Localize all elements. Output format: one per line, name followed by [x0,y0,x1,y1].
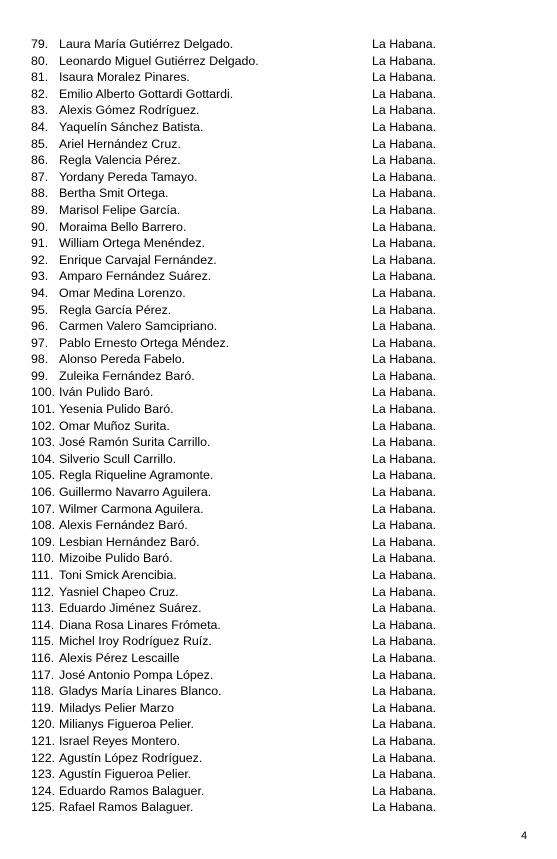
list-item [0,484,557,501]
list-item [0,202,557,219]
item-number: 84. [31,119,49,134]
location: La Habana. [372,37,437,51]
person-name: Omar Medina Lorenzo. [59,285,186,300]
location: La Habana. [372,136,437,151]
item-number: 119. [31,700,55,715]
person-name: Agustín Figueroa Pelier. [59,767,192,782]
location: La Habana. [372,368,437,383]
location: La Habana. [372,767,437,782]
person-name: Yaquelín Sánchez Batista. [59,119,204,134]
list-item [0,252,557,269]
person-name: Alexis Fernández Baró. [59,518,188,533]
list-item [0,235,557,252]
person-name: Marisol Felipe García. [59,202,181,217]
item-number: 81. [31,70,49,85]
item-number: 109. [31,534,56,549]
person-name: Silverio Scull Carrillo. [59,451,177,466]
item-number: 101. [31,402,56,417]
list-item [0,219,557,236]
list-item [0,318,557,335]
person-name: Omar Muñoz Surita. [59,418,170,433]
list-item [0,567,557,584]
location: La Habana. [372,219,437,234]
item-number: 118. [31,684,55,699]
person-name: Enrique Carvajal Fernández. [59,252,217,267]
location: La Habana. [372,285,437,300]
person-name: Michel Iroy Rodríguez Ruíz. [59,634,212,649]
person-name: Amparo Fernández Suárez. [59,269,212,284]
list-item [0,169,557,186]
item-number: 117. [31,667,55,682]
item-number: 120. [31,717,56,732]
list-item [0,185,557,202]
list-item [0,36,557,53]
list-item [0,119,557,136]
person-name: Ariel Hernández Cruz. [59,136,181,151]
list-item [0,534,557,551]
location: La Habana. [372,667,437,682]
location: La Habana. [372,335,437,350]
list-item [0,69,557,86]
person-name: Pablo Ernesto Ortega Méndez. [59,335,230,350]
person-name: Diana Rosa Linares Frómeta. [59,617,221,632]
item-number: 114. [31,617,55,632]
item-number: 122. [31,750,56,765]
person-name: Iván Pulido Baró. [59,385,154,400]
location: La Habana. [372,551,437,566]
person-name: Moraima Bello Barrero. [59,219,187,234]
person-name: José Ramón Surita Carrillo. [59,435,211,450]
list-item [0,136,557,153]
list-item [0,434,557,451]
list-item [0,418,557,435]
person-name: Isaura Moralez Pinares. [59,70,190,85]
item-number: 105. [31,468,56,483]
item-number: 115. [31,634,55,649]
list-item [0,401,557,418]
item-number: 108. [31,518,56,533]
item-number: 104. [31,451,56,466]
item-number: 86. [31,153,49,168]
item-number: 102. [31,418,56,433]
item-number: 80. [31,53,49,68]
location: La Habana. [372,534,437,549]
location: La Habana. [372,485,437,500]
item-number: 93. [31,269,49,284]
item-number: 83. [31,103,49,118]
item-number: 106. [31,485,56,500]
item-number: 82. [31,86,49,101]
item-number: 85. [31,136,49,151]
item-number: 87. [31,169,49,184]
item-number: 89. [31,202,49,217]
location: La Habana. [372,202,437,217]
person-name: Milianys Figueroa Pelier. [59,717,194,732]
location: La Habana. [372,750,437,765]
item-number: 107. [31,501,56,516]
list-item [0,750,557,767]
location: La Habana. [372,418,437,433]
location: La Habana. [372,53,437,68]
location: La Habana. [372,568,437,582]
person-name: Alexis Pérez Lescaille [59,650,180,665]
list-item [0,152,557,169]
person-name: Eduardo Ramos Balaguer. [59,783,205,798]
person-name: Guillermo Navarro Aguilera. [59,485,212,500]
list-item [0,285,557,302]
person-name: Wilmer Carmona Aguilera. [59,501,204,516]
location: La Habana. [372,153,437,168]
location: La Habana. [372,650,437,665]
person-name: Lesbian Hernández Baró. [59,534,200,549]
location: La Habana. [372,601,437,616]
list-item [0,501,557,518]
item-number: 121. [31,733,56,748]
location: La Habana. [372,733,437,748]
location: La Habana. [372,302,437,317]
list-item [0,683,557,700]
location: La Habana. [372,435,437,450]
item-number: 90. [31,219,49,234]
location: La Habana. [372,70,437,85]
location: La Habana. [372,119,437,134]
list-item [0,766,557,783]
person-name: Mizoibe Pulido Baró. [59,551,173,566]
location: La Habana. [372,103,437,118]
list-item [0,467,557,484]
list-item [0,783,557,800]
person-name: Laura María Gutiérrez Delgado. [59,37,234,51]
location: La Habana. [372,451,437,466]
list-item [0,633,557,650]
item-number: 116. [31,650,55,665]
person-name: Regla Riqueline Agramonte. [59,468,214,483]
item-number: 79. [31,37,49,51]
list-item [0,86,557,103]
person-name: Yesenia Pulido Baró. [59,402,174,417]
location: La Habana. [372,468,437,483]
item-number: 94. [31,285,49,300]
item-number: 95. [31,302,49,317]
list-item [0,53,557,70]
list-item [0,268,557,285]
item-number: 100. [31,385,56,400]
person-name: Carmen Valero Samcipriano. [59,319,218,334]
location: La Habana. [372,617,437,632]
list-item [0,451,557,468]
person-name: Leonardo Miguel Gutiérrez Delgado. [59,53,259,68]
item-number: 113. [31,601,55,616]
item-number: 112. [31,584,55,599]
item-number: 111. [31,568,54,582]
item-number: 125. [31,800,56,815]
person-name: Israel Reyes Montero. [59,733,181,748]
person-name: Alonso Pereda Fabelo. [59,352,186,367]
list-item [0,700,557,717]
item-number: 103. [31,435,56,450]
person-name: Emilio Alberto Gottardi Gottardi. [59,86,234,101]
location: La Habana. [372,86,437,101]
item-number: 110. [31,551,55,566]
list-item [0,617,557,634]
item-number: 98. [31,352,49,367]
location: La Habana. [372,634,437,649]
item-number: 91. [31,236,49,251]
person-name: Yordany Pereda Tamayo. [59,169,198,184]
item-number: 88. [31,186,49,201]
location: La Habana. [372,169,437,184]
item-number: 123. [31,767,56,782]
list-item [0,517,557,534]
list-item [0,667,557,684]
location: La Habana. [372,518,437,533]
item-number: 92. [31,252,49,267]
location: La Habana. [372,385,437,400]
list-item [0,733,557,750]
location: La Habana. [372,252,437,267]
person-name: Alexis Gómez Rodríguez. [59,103,200,118]
location: La Habana. [372,800,437,815]
location: La Habana. [372,584,437,599]
location: La Habana. [372,319,437,334]
person-name: Regla Valencia Pérez. [59,153,181,168]
location: La Habana. [372,352,437,367]
list-item [0,368,557,385]
location: La Habana. [372,700,437,715]
person-name: José Antonio Pompa López. [59,667,214,682]
location: La Habana. [372,501,437,516]
location: La Habana. [372,783,437,798]
person-name: Zuleika Fernández Baró. [59,368,195,383]
location: La Habana. [372,402,437,417]
list-item [0,102,557,119]
location: La Habana. [372,684,437,699]
location: La Habana. [372,186,437,201]
person-name: Eduardo Jiménez Suárez. [59,601,202,616]
list-item [0,335,557,352]
list-item [0,584,557,601]
item-number: 124. [31,783,56,798]
person-name: William Ortega Menéndez. [59,236,205,251]
person-name: Rafael Ramos Balaguer. [59,800,194,815]
person-name: Gladys María Linares Blanco. [59,684,222,699]
list-item [0,384,557,401]
list-item [0,550,557,567]
list-item [0,351,557,368]
person-name: Toni Smick Arencibia. [59,568,177,582]
person-name: Miladys Pelier Marzo [59,700,174,715]
person-name: Yasniel Chapeo Cruz. [59,584,179,599]
name-list [0,36,557,816]
list-item [0,650,557,667]
person-name: Agustín López Rodríguez. [59,750,203,765]
person-name: Regla García Pérez. [59,302,172,317]
location: La Habana. [372,236,437,251]
location: La Habana. [372,717,437,732]
location: La Habana. [372,269,437,284]
item-number: 96. [31,319,49,334]
list-item [0,302,557,319]
list-item [0,600,557,617]
list-item [0,799,557,816]
list-item [0,716,557,733]
page-number: 4 [521,830,528,842]
item-number: 97. [31,335,49,350]
person-name: Bertha Smit Ortega. [59,186,169,201]
item-number: 99. [31,368,49,383]
